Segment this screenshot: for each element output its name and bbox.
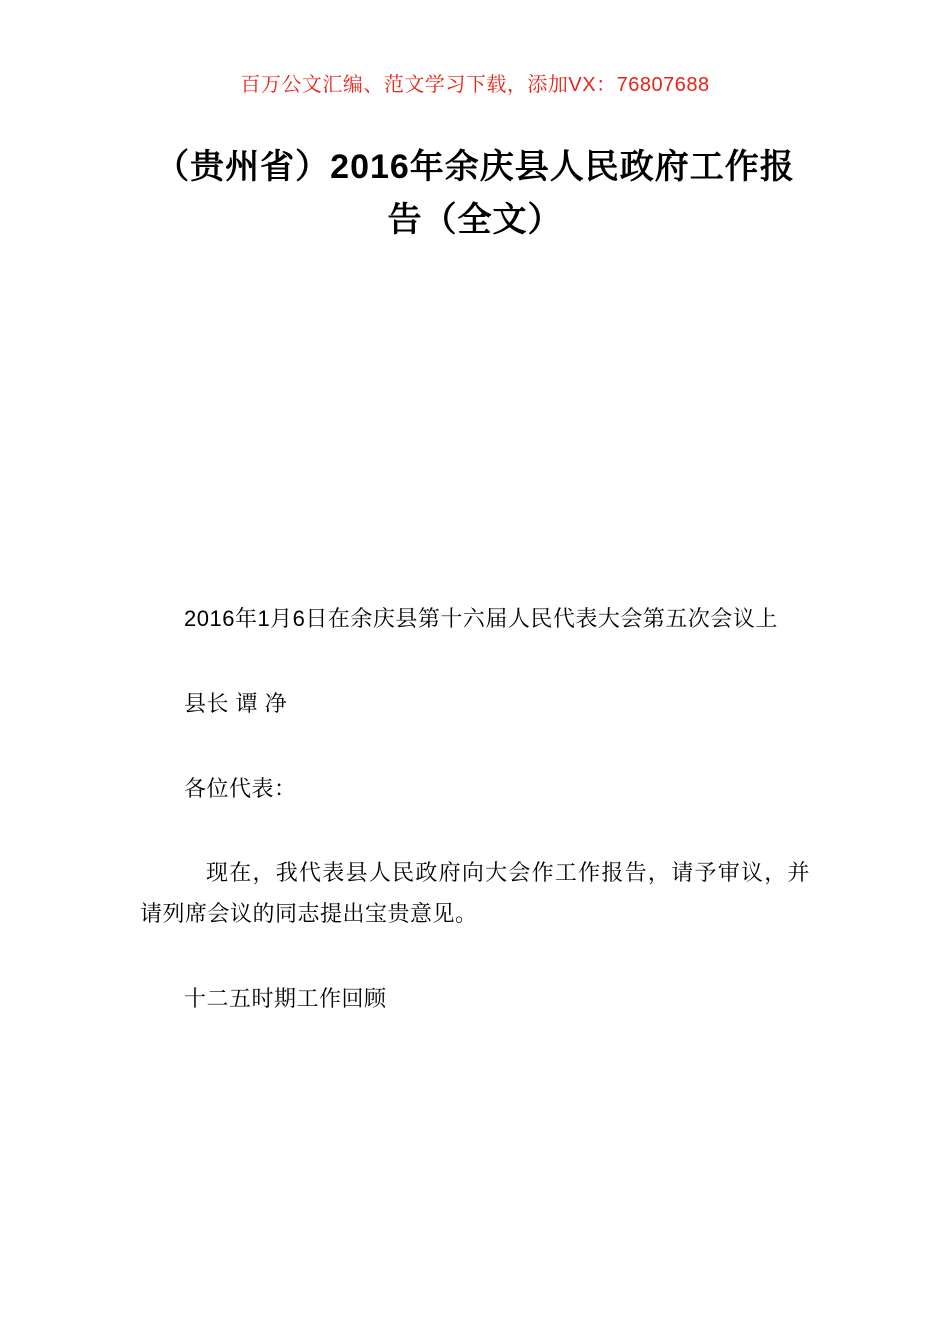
paragraph-section-heading: 十二五时期工作回顾: [184, 985, 387, 1011]
document-body: [140, 599, 810, 1019]
paragraph-speaker-line: 县长 谭 净: [184, 690, 288, 716]
paragraph-salutation: 各位代表：: [184, 775, 297, 801]
paragraph-meeting-line: 2016年1月6日在余庆县第十六届人民代表大会第五次会议上: [184, 606, 778, 632]
page-title: （贵州省）2016年余庆县人民政府工作报告（全文）: [155, 148, 795, 239]
promo-banner: 百万公文汇编、范文学习下载，添加VX：76807688: [240, 74, 710, 96]
paragraph-opening: 现在，我代表县人民政府向大会作工作报告，请予审议，并请列席会议的同志提出宝贵意见。: [140, 860, 810, 926]
title-body-spacer: [140, 269, 810, 599]
